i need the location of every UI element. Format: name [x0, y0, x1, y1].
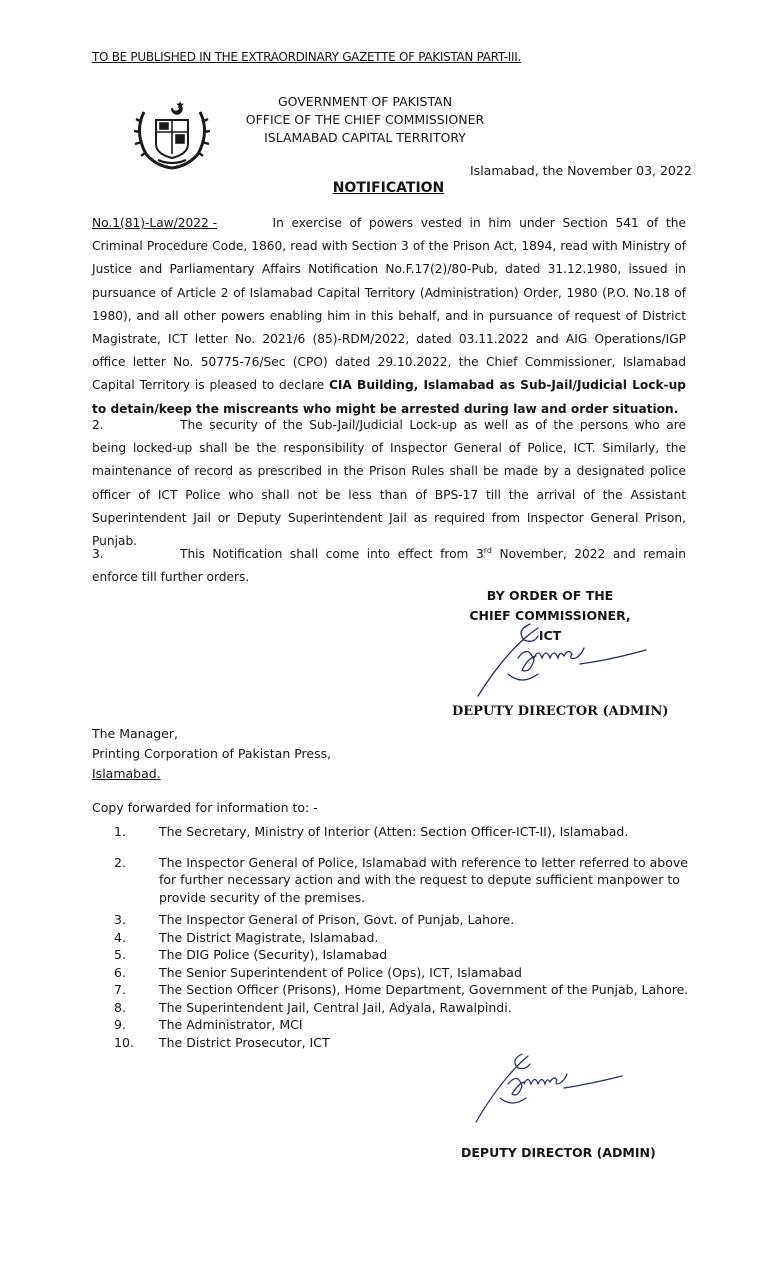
list-item — [92, 929, 692, 947]
declaration-text: CIA Building, Islamabad as Sub-Jail/Judicial Lock-up to detain/keep the miscreants who might be arrested during law and order situation. — [92, 378, 687, 416]
paragraph-2-number: 2. — [92, 418, 104, 432]
list-item-number: 1. — [114, 824, 126, 839]
list-item-text: The District Prosecutor, ICT — [159, 1034, 330, 1050]
list-item-text: The Secretary, Ministry of Interior (Atten: Section Officer-ICT-II), Islamabad. — [159, 824, 629, 839]
list-item-text: The Senior Superintendent of Police (Ops), ICT, Islamabad — [159, 964, 522, 980]
paragraph-3-text-end: November, 2022 and remain enforce till further orders. — [92, 547, 686, 585]
list-item — [92, 823, 692, 841]
by-order-line-2: CHIEF COMMISSIONER, ICT — [469, 608, 631, 643]
addressee-line-3: Islamabad. — [92, 766, 161, 781]
list-item-text: The DIG Police (Security), Islamabad — [159, 947, 388, 962]
paragraph-3-number: 3. — [92, 547, 104, 562]
addressee-line-2: Printing Corporation of Pakistan Press, — [92, 746, 332, 761]
paragraph-2 — [92, 414, 686, 553]
list-item-text: The Administrator, MCI — [159, 1017, 303, 1032]
addressee — [92, 724, 331, 784]
paragraph-3 — [92, 539, 686, 589]
list-item-text: The District Magistrate, Islamabad. — [159, 929, 379, 945]
distribution-list — [92, 823, 692, 1051]
list-item-text: The Inspector General of Prison, Govt. of Punjab, Lahore. — [159, 912, 515, 927]
list-item-text: The Superintendent Jail, Central Jail, Adyala, Rawalpindi. — [159, 999, 512, 1015]
reference-number: No.1(81)-Law/2022 - — [92, 216, 218, 230]
list-item-number: 8. — [114, 999, 126, 1015]
addressee-line-1: The Manager, — [92, 726, 178, 741]
list-item — [92, 964, 692, 982]
paragraph-3-superscript: rd — [483, 546, 492, 555]
paragraph-1-text: In exercise of powers vested in him under Section 541 of the Criminal Procedure Code, 1860, read with Section 3 of the Prison Act, 1894, read with Ministry of Justice and Parliamentary Affairs Notification No.F.17(2)/80-Pub, dated 31.12.1980, issued in pursuance of Article 2 of Islamabad Capital Territory (Administration) Order, 1980 (P.O. No.18 of 1980), and all other powers enabling him in this behalf, and in pursuance of request of District Magistrate, ICT letter No. 2021/6 (85)-RDM/2022, dated 03.11.2022 and AIG Operations/IGP office letter No. 50775-76/Sec (CPO) dated 29.10.2022, the Chief Commissioner, Islamabad Capital Territory is pleased to declare — [92, 216, 687, 393]
signature-image-footer — [468, 1048, 638, 1133]
list-item-number: 7. — [114, 982, 126, 997]
list-item-number: 2. — [114, 854, 126, 870]
signature-image — [468, 618, 658, 708]
paragraph-2-text: The security of the Sub-Jail/Judicial Lock-up as well as of the persons who are being locked-up shall be the responsibility of Inspector General of Police, ICT. Similarly, the maintenance of record as prescribed in the Prison Rules shall be made by a designated police officer of ICT Police who shall not be less than of BPS-17 till the arrival of the Assistant Superintendent Jail or Deputy Superintendent Jail as required from Inspector General Prison, Punjab. — [92, 418, 686, 549]
list-item-number: 4. — [114, 929, 126, 945]
footer-designation: DEPUTY DIRECTOR (ADMIN) — [461, 1145, 656, 1160]
list-item-number: 6. — [114, 964, 126, 980]
date-line: Islamabad, the November 03, 2022 — [470, 163, 692, 178]
paragraph-1 — [92, 212, 686, 421]
state-emblem-icon — [130, 92, 215, 172]
list-item-number: 5. — [114, 947, 126, 962]
list-item-number: 3. — [114, 912, 126, 927]
office-line-government: GOVERNMENT OF PAKISTAN — [277, 94, 453, 109]
gazette-heading: TO BE PUBLISHED IN THE EXTRAORDINARY GAZETTE OF PAKISTAN PART-III. — [92, 50, 522, 64]
office-line-commissioner: OFFICE OF THE CHIEF COMMISSIONER — [245, 112, 485, 127]
list-item — [92, 1016, 692, 1034]
list-item — [92, 999, 692, 1017]
list-item — [92, 854, 692, 907]
list-item — [92, 911, 692, 929]
copy-forwarded-heading: Copy forwarded for information to: - — [92, 800, 318, 815]
notification-title: NOTIFICATION — [332, 180, 445, 196]
list-item — [92, 946, 692, 964]
list-item-text: The Section Officer (Prisons), Home Department, Government of the Punjab, Lahore. — [159, 982, 689, 997]
paragraph-3-text-start: This Notification shall come into effect from 3 — [180, 547, 484, 562]
list-item — [92, 981, 692, 999]
signatory-designation: DEPUTY DIRECTOR (ADMIN) — [452, 704, 669, 719]
issuing-office — [235, 93, 495, 147]
by-order-line-1: BY ORDER OF THE — [486, 588, 614, 603]
office-line-territory: ISLAMABAD CAPITAL TERRITORY — [264, 130, 466, 145]
list-item-text: The Inspector General of Police, Islamabad with reference to letter referred to above for further necessary action and with the request to depute sufficient manpower to provide security of the premises. — [159, 854, 688, 905]
list-item-number: 10. — [114, 1034, 134, 1050]
list-item-number: 9. — [114, 1017, 126, 1032]
